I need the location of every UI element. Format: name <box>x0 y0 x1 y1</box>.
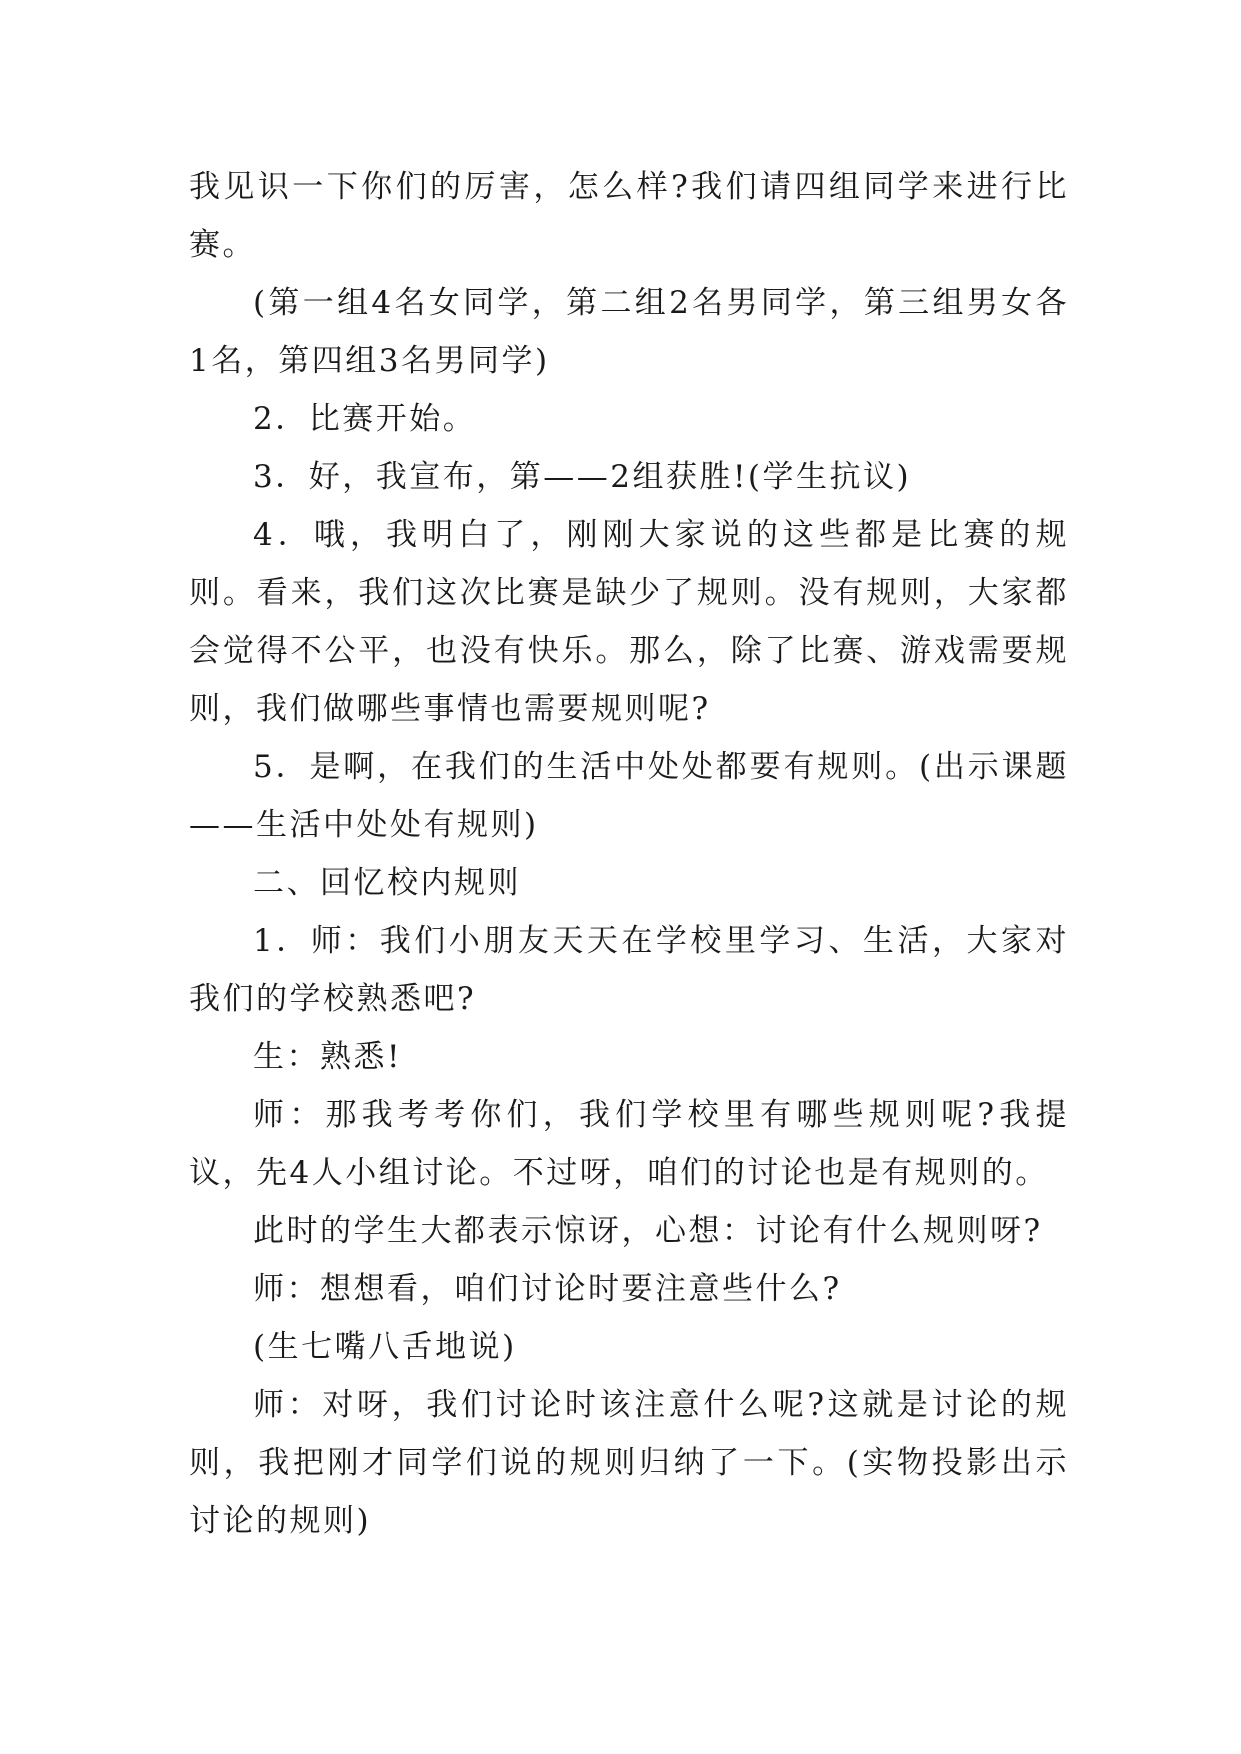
paragraph: 4．哦，我明白了，刚刚大家说的这些都是比赛的规则。看来，我们这次比赛是缺少了规则。没有规则，大家都会觉得不公平，也没有快乐。那么，除了比赛、游戏需要规则，我们做哪些事情也需要规则呢? <box>189 517 1069 727</box>
paragraph: 师：那我考考你们，我们学校里有哪些规则呢?我提议，先4人小组讨论。不过呀，咱们的讨论也是有规则的。 <box>189 1097 1069 1191</box>
paragraph: 5．是啊，在我们的生活中处处都要有规则。(出示课题——生活中处处有规则) <box>189 749 1069 843</box>
paragraph: 此时的学生大都表示惊讶，心想：讨论有什么规则呀? <box>253 1213 1043 1249</box>
paragraph: 师：对呀，我们讨论时该注意什么呢?这就是讨论的规则，我把刚才同学们说的规则归纳了一下。(实物投影出示讨论的规则) <box>189 1387 1069 1539</box>
paragraph: 1．师：我们小朋友天天在学校里学习、生活，大家对我们的学校熟悉吧? <box>189 923 1069 1017</box>
paragraph: 2．比赛开始。 <box>253 401 477 437</box>
paragraph: 生：熟悉! <box>253 1039 402 1075</box>
paragraph: (生七嘴八舌地说) <box>253 1329 517 1365</box>
paragraph: 我见识一下你们的厉害，怎么样?我们请四组同学来进行比赛。 <box>189 169 1069 263</box>
section-heading: 二、回忆校内规则 <box>253 865 521 901</box>
document-body <box>189 158 1069 1550</box>
paragraph: 师：想想看，咱们讨论时要注意些什么? <box>253 1271 842 1307</box>
paragraph: (第一组4名女同学，第二组2名男同学，第三组男女各1名，第四组3名男同学) <box>189 285 1069 379</box>
paragraph: 3．好，我宣布，第——2组获胜!(学生抗议) <box>253 459 912 495</box>
